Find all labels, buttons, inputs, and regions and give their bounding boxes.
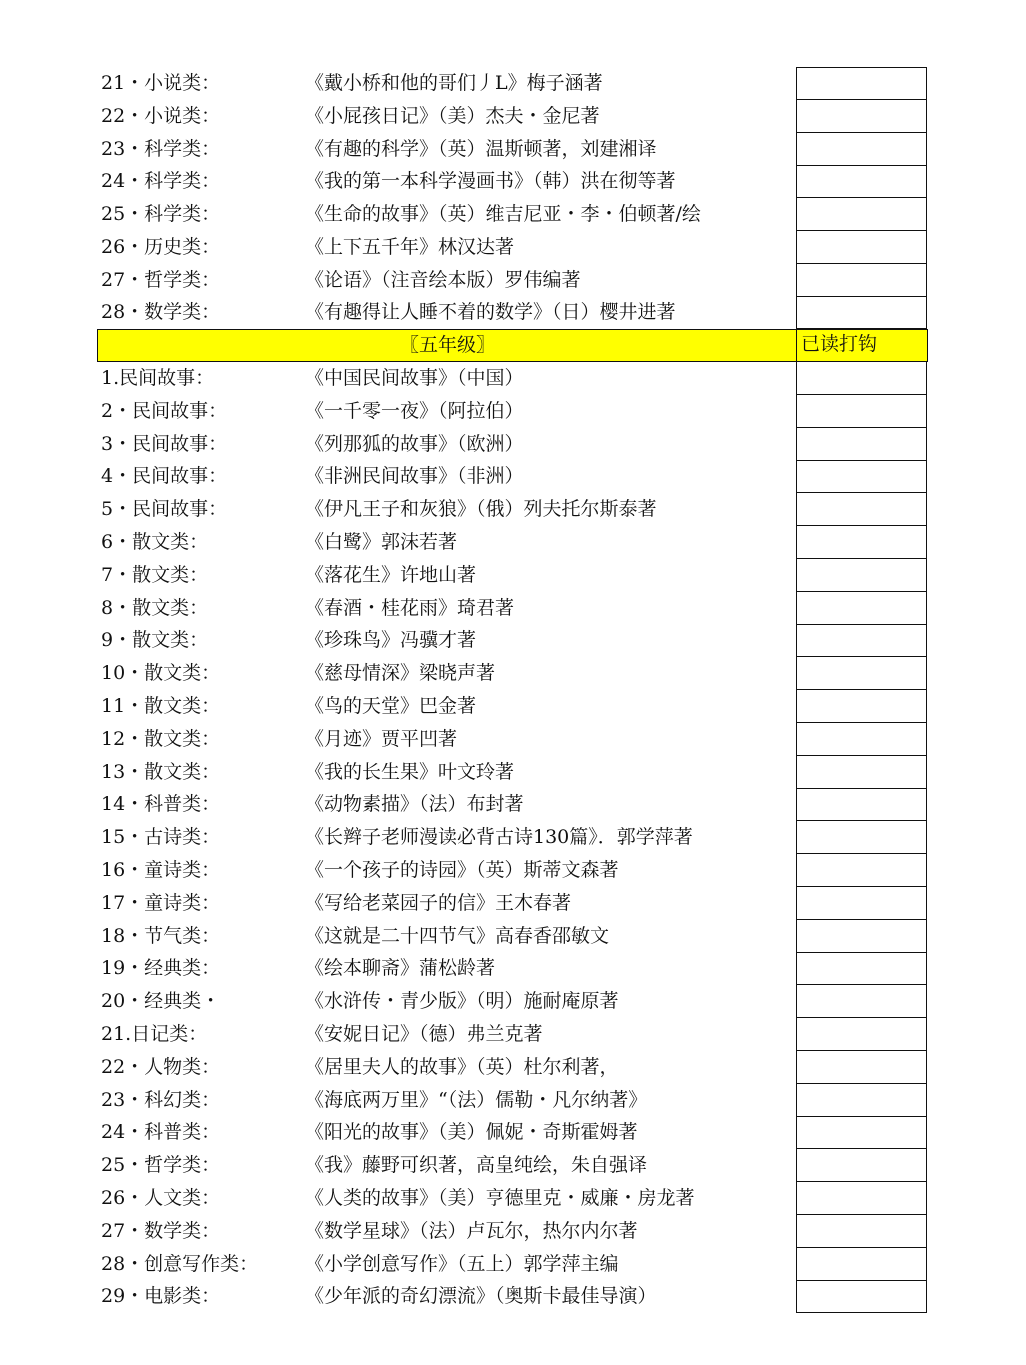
table-row [0,1018,1026,1051]
read-check-box[interactable] [796,100,927,133]
read-check-box[interactable] [796,1084,927,1117]
read-check-box[interactable] [796,1280,927,1313]
table-row [0,198,1026,231]
book-title: 《一个孩子的诗园》（英）斯蒂文森著 [305,859,619,881]
read-check-header: 已读打钩 [796,329,928,362]
item-number-category: 9・散文类： [101,629,209,652]
table-row [0,493,1026,526]
read-check-box[interactable] [796,920,927,953]
table-row [0,1182,1026,1215]
table-row [0,920,1026,953]
book-title: 《这就是二十四节气》高春香邵敏文 [305,924,610,947]
table-row [0,395,1026,428]
table-row [0,657,1026,690]
read-check-box[interactable] [796,1149,927,1182]
read-check-box[interactable] [796,67,927,100]
read-check-box[interactable] [796,264,927,297]
book-title: 《海底两万里》“（法）儒勒・凡尔纳著》 [305,1088,648,1111]
book-title: 《上下五千年》林汉达著 [305,235,515,258]
item-number-category: 27・数学类： [101,1219,221,1242]
read-check-box[interactable] [796,428,927,461]
book-title: 《列那狐的故事》（欧洲） [305,432,524,455]
table-row [0,296,1026,329]
table-row [0,231,1026,264]
book-title: 《人类的故事》（美）亨德里克・威廉・房龙著 [305,1187,695,1209]
read-check-box[interactable] [796,723,927,756]
read-check-box[interactable] [796,690,927,723]
table-row [0,428,1026,461]
table-row [0,526,1026,559]
item-number-category: 10・散文类： [101,662,221,685]
item-number-category: 6・散文类： [101,531,209,553]
book-title: 《戴小桥和他的哥们丿L》梅子涵著 [305,72,603,94]
item-number-category: 16・童诗类： [101,859,221,881]
item-number-category: 4・民间故事： [101,465,228,488]
item-number-category: 13・散文类： [101,760,221,783]
book-title: 《我》藤野可织著，高皇纯绘，朱自强译 [305,1154,648,1177]
table-row [0,1084,1026,1117]
book-title: 《一千零一夜》（阿拉伯） [305,399,524,422]
read-check-box[interactable] [796,526,927,559]
item-number-category: 11・散文类： [101,695,221,717]
book-title: 《珍珠鸟》冯骥才著 [305,629,477,652]
read-check-box[interactable] [796,460,927,493]
table-row [0,624,1026,657]
item-number-category: 22・人物类： [101,1055,221,1078]
book-title: 《小学创意写作》（五上）郭学萍主编 [305,1252,619,1275]
read-check-box[interactable] [796,756,927,789]
table-row [0,690,1026,723]
item-number-category: 18・节气类： [101,924,221,947]
table-row [0,1215,1026,1248]
table-row [0,756,1026,789]
read-check-box[interactable] [796,493,927,526]
book-title: 《中国民间故事》（中国） [305,367,524,389]
grade5-title: 〖五年级〗 [399,334,495,356]
item-number-category: 3・民间故事： [101,432,228,455]
table-row [0,821,1026,854]
item-number-category: 21.日记类： [101,1023,208,1045]
read-check-box[interactable] [796,985,927,1018]
book-title: 《有趣得让人睡不着的数学》（日）樱井进著 [305,301,676,324]
table-row [0,788,1026,821]
read-check-box[interactable] [796,887,927,920]
table-row [0,1116,1026,1149]
item-number-category: 24・科普类： [101,1121,221,1144]
item-number-category: 12・散文类： [101,727,221,750]
table-row [0,887,1026,920]
book-title: 《非洲民间故事》（非洲） [305,465,524,488]
book-title: 《数学星球》（法）卢瓦尔，热尔内尔著 [305,1219,638,1242]
read-check-box[interactable] [796,624,927,657]
table-row [0,165,1026,198]
book-title: 《小屁孩日记》（美）杰夫・金尼著 [305,104,600,127]
book-title: 《阳光的故事》（美）佩妮・奇斯霍姆著 [305,1121,638,1144]
book-title: 《居里夫人的故事》（英）杜尔利著， [305,1055,619,1078]
item-number-category: 23・科幻类： [101,1088,221,1111]
book-title: 《有趣的科学》（英）温斯顿著，刘建湘译 [305,137,657,160]
book-title: 《白鹭》郭沫若著 [305,531,458,553]
item-number-category: 5・民间故事： [101,498,228,521]
read-check-box[interactable] [796,395,927,428]
read-check-box[interactable] [796,165,927,198]
book-title: 《生命的故事》（英）维吉尼亚・李・伯顿著/绘 [305,203,701,225]
table-row [0,1051,1026,1084]
item-number-category: 23・科学类： [101,137,221,160]
read-check-box[interactable] [796,657,927,690]
table-row [0,985,1026,1018]
book-title: 《论语》（注音绘本版）罗伟编著 [305,268,581,291]
table-row [0,460,1026,493]
item-number-category: 17・童诗类： [101,891,221,914]
book-title: 《鸟的天堂》巴金著 [305,695,477,717]
table-row [0,67,1026,100]
book-title: 《少年派的奇幻漂流》（奥斯卡最佳导演） [305,1285,657,1308]
book-title: 《慈母情深》梁晓声著 [305,662,496,685]
book-title: 《绘本聊斋》蒲松龄著 [305,957,496,980]
table-row [0,1280,1026,1313]
item-number-category: 25・哲学类： [101,1154,221,1177]
item-number-category: 28・创意写作类： [101,1252,259,1275]
item-number-category: 22・小说类： [101,104,221,127]
read-check-box[interactable] [796,1051,927,1084]
book-title: 《我的第一本科学漫画书》（韩）洪在彻等著 [305,170,676,193]
table-row [0,854,1026,887]
book-title: 《春酒・桂花雨》琦君著 [305,596,515,619]
read-check-box[interactable] [796,296,927,329]
read-check-box[interactable] [796,362,927,395]
grade5-header-row [97,329,928,362]
read-check-box[interactable] [796,133,927,166]
read-check-box[interactable] [796,1018,927,1051]
read-check-box[interactable] [796,559,927,592]
read-check-box[interactable] [796,788,927,821]
item-number-category: 19・经典类： [101,957,221,980]
item-number-category: 14・科普类： [101,793,221,816]
read-check-box[interactable] [796,952,927,985]
item-number-category: 28・数学类： [101,301,221,324]
item-number-category: 29・电影类： [101,1285,221,1308]
item-number-category: 26・历史类： [101,235,221,258]
read-check-box[interactable] [796,592,927,625]
read-check-box[interactable] [796,1248,927,1281]
read-check-box[interactable] [796,198,927,231]
read-check-box[interactable] [796,231,927,264]
table-row [0,133,1026,166]
book-title: 《水浒传・青少版》（明）施耐庵原著 [305,990,619,1013]
item-number-category: 26・人文类： [101,1187,221,1209]
read-check-box[interactable] [796,821,927,854]
item-number-category: 21・小说类： [101,72,221,94]
read-check-box[interactable] [796,1215,927,1248]
item-number-category: 25・科学类： [101,203,221,225]
book-title: 《月迹》贾平凹著 [305,727,458,750]
book-title: 《安妮日记》（德）弗兰克著 [305,1023,543,1045]
item-number-category: 7・散文类： [101,563,209,586]
book-title: 《我的长生果》叶文玲著 [305,760,515,783]
table-row [0,952,1026,985]
book-title: 《长辫子老师漫读必背古诗130篇》．郭学萍著 [305,826,693,849]
book-title: 《落花生》许地山著 [305,563,477,586]
item-number-category: 27・哲学类： [101,268,221,291]
table-row [0,1248,1026,1281]
item-number-category: 2・民间故事： [101,399,228,422]
book-title: 《写给老菜园子的信》王木春著 [305,891,572,914]
item-number-category: 20・经典类・ [101,990,221,1013]
table-row [0,362,1026,395]
read-check-box[interactable] [796,1182,927,1215]
item-number-category: 24・科学类： [101,170,221,193]
table-row [0,264,1026,297]
table-row [0,592,1026,625]
table-row [0,100,1026,133]
item-number-category: 1.民间故事： [101,367,215,389]
table-row [0,1149,1026,1182]
item-number-category: 15・古诗类： [101,826,221,849]
table-row [0,559,1026,592]
table-row [0,723,1026,756]
item-number-category: 8・散文类： [101,596,209,619]
read-check-box[interactable] [796,854,927,887]
book-title: 《动物素描》（法）布封著 [305,793,524,816]
read-check-box[interactable] [796,1116,927,1149]
book-title: 《伊凡王子和灰狼》（俄）列夫托尔斯泰著 [305,498,657,521]
